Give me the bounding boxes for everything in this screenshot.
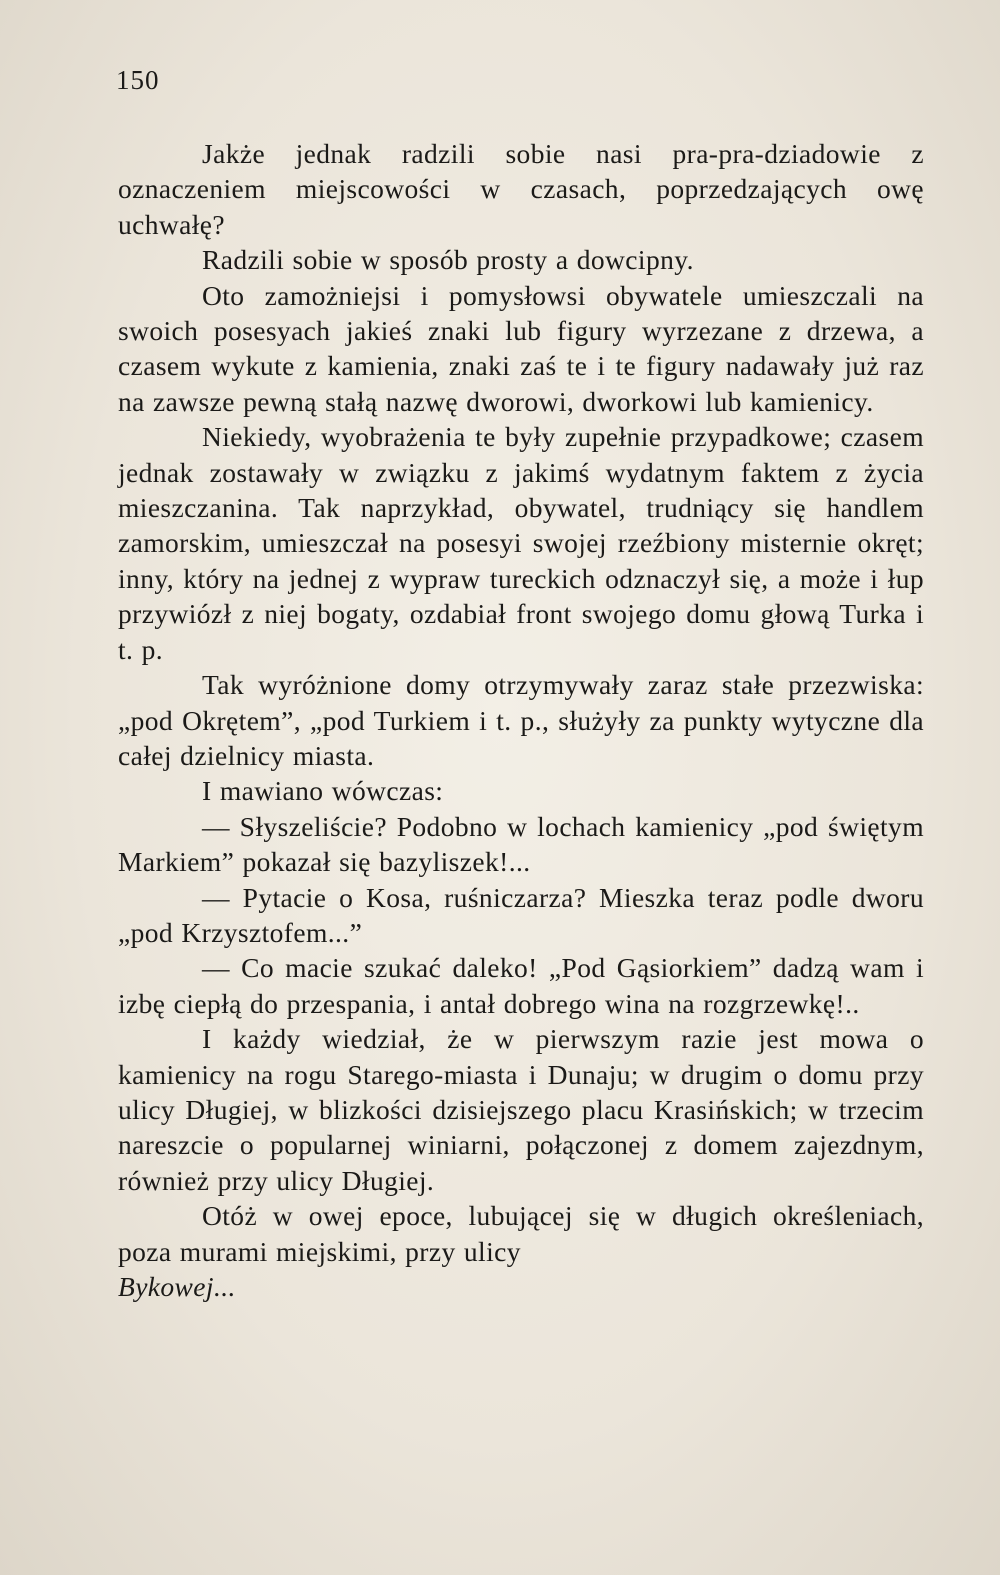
paragraph-3: Oto zamożniejsi i pomysłowsi obywatele umieszczali na swoich posesyach jakieś znaki lub figury wyrzezane z drzewa, a czasem wykute z kamienia, znaki zaś te i te figury nadawały już raz na zawsze pewną stałą nazwę dworowi, dworkowi lub kamienicy.	[118, 279, 924, 417]
dialogue-line-3: — Co macie szukać daleko! „Pod Gąsiorkiem” dadzą wam i izbę ciepłą do przespania, i antał dobrego wina na rozgrzewkę!..	[118, 952, 924, 1019]
paragraph-7: I każdy wiedział, że w pierwszym razie jest mowa o kamienicy na rogu Starego-miasta i Dunaju; w drugim o domu przy ulicy Długiej, w blizkości dzisiejszego placu Krasińskich; w trzecim nareszcie o popularnej winiarni, połączonej z domem zajezdnym, również przy ulicy Długiej.	[118, 1023, 924, 1196]
paragraph-1: Jakże jednak radzili sobie nasi pra-pra-dziadowie z oznaczeniem miejscowości w czasach, poprzedzających owę uchwałę?	[118, 138, 924, 240]
paragraph-8: Otóż w owej epoce, lubującej się w długich określeniach, poza murami miejskimi, przy ulicy	[118, 1200, 924, 1267]
paragraph-4: Niekiedy, wyobrażenia te były zupełnie przypadkowe; czasem jednak zostawały w związku z jakimś wydatnym faktem z życia mieszczanina. Tak naprzykład, obywatel, trudniący się handlem zamorskim, umieszczał na posesyi swojej rzeźbiony misternie okręt; inny, który na jednej z wypraw tureckich odznaczył się, a może i łup przywiózł z niej bogaty, ozdabiał front swojego domu głową Turka i t. p.	[118, 421, 924, 665]
dialogue-line-2: — Pytacie o Kosa, ruśniczarza? Mieszka teraz podle dworu „pod Krzysztofem...”	[118, 881, 924, 948]
body-text	[118, 136, 924, 1304]
page-number: 150	[116, 65, 160, 95]
street-name: Bykowej...	[118, 1271, 236, 1302]
paragraph-6: I mawiano wówczas:	[202, 775, 444, 807]
paragraph-5: Tak wyróżnione domy otrzymywały zaraz stałe przezwiska: „pod Okrętem”, „pod Turkiem i t. p., służyły za punkty wytyczne dla całej dzielnicy miasta.	[118, 669, 924, 771]
paragraph-2: Radzili sobie w sposób prosty a dowcipny.	[202, 244, 694, 276]
dialogue-line-1: — Słyszeliście? Podobno w lochach kamienicy „pod świętym Markiem” pokazał się bazyliszek!...	[118, 810, 924, 878]
